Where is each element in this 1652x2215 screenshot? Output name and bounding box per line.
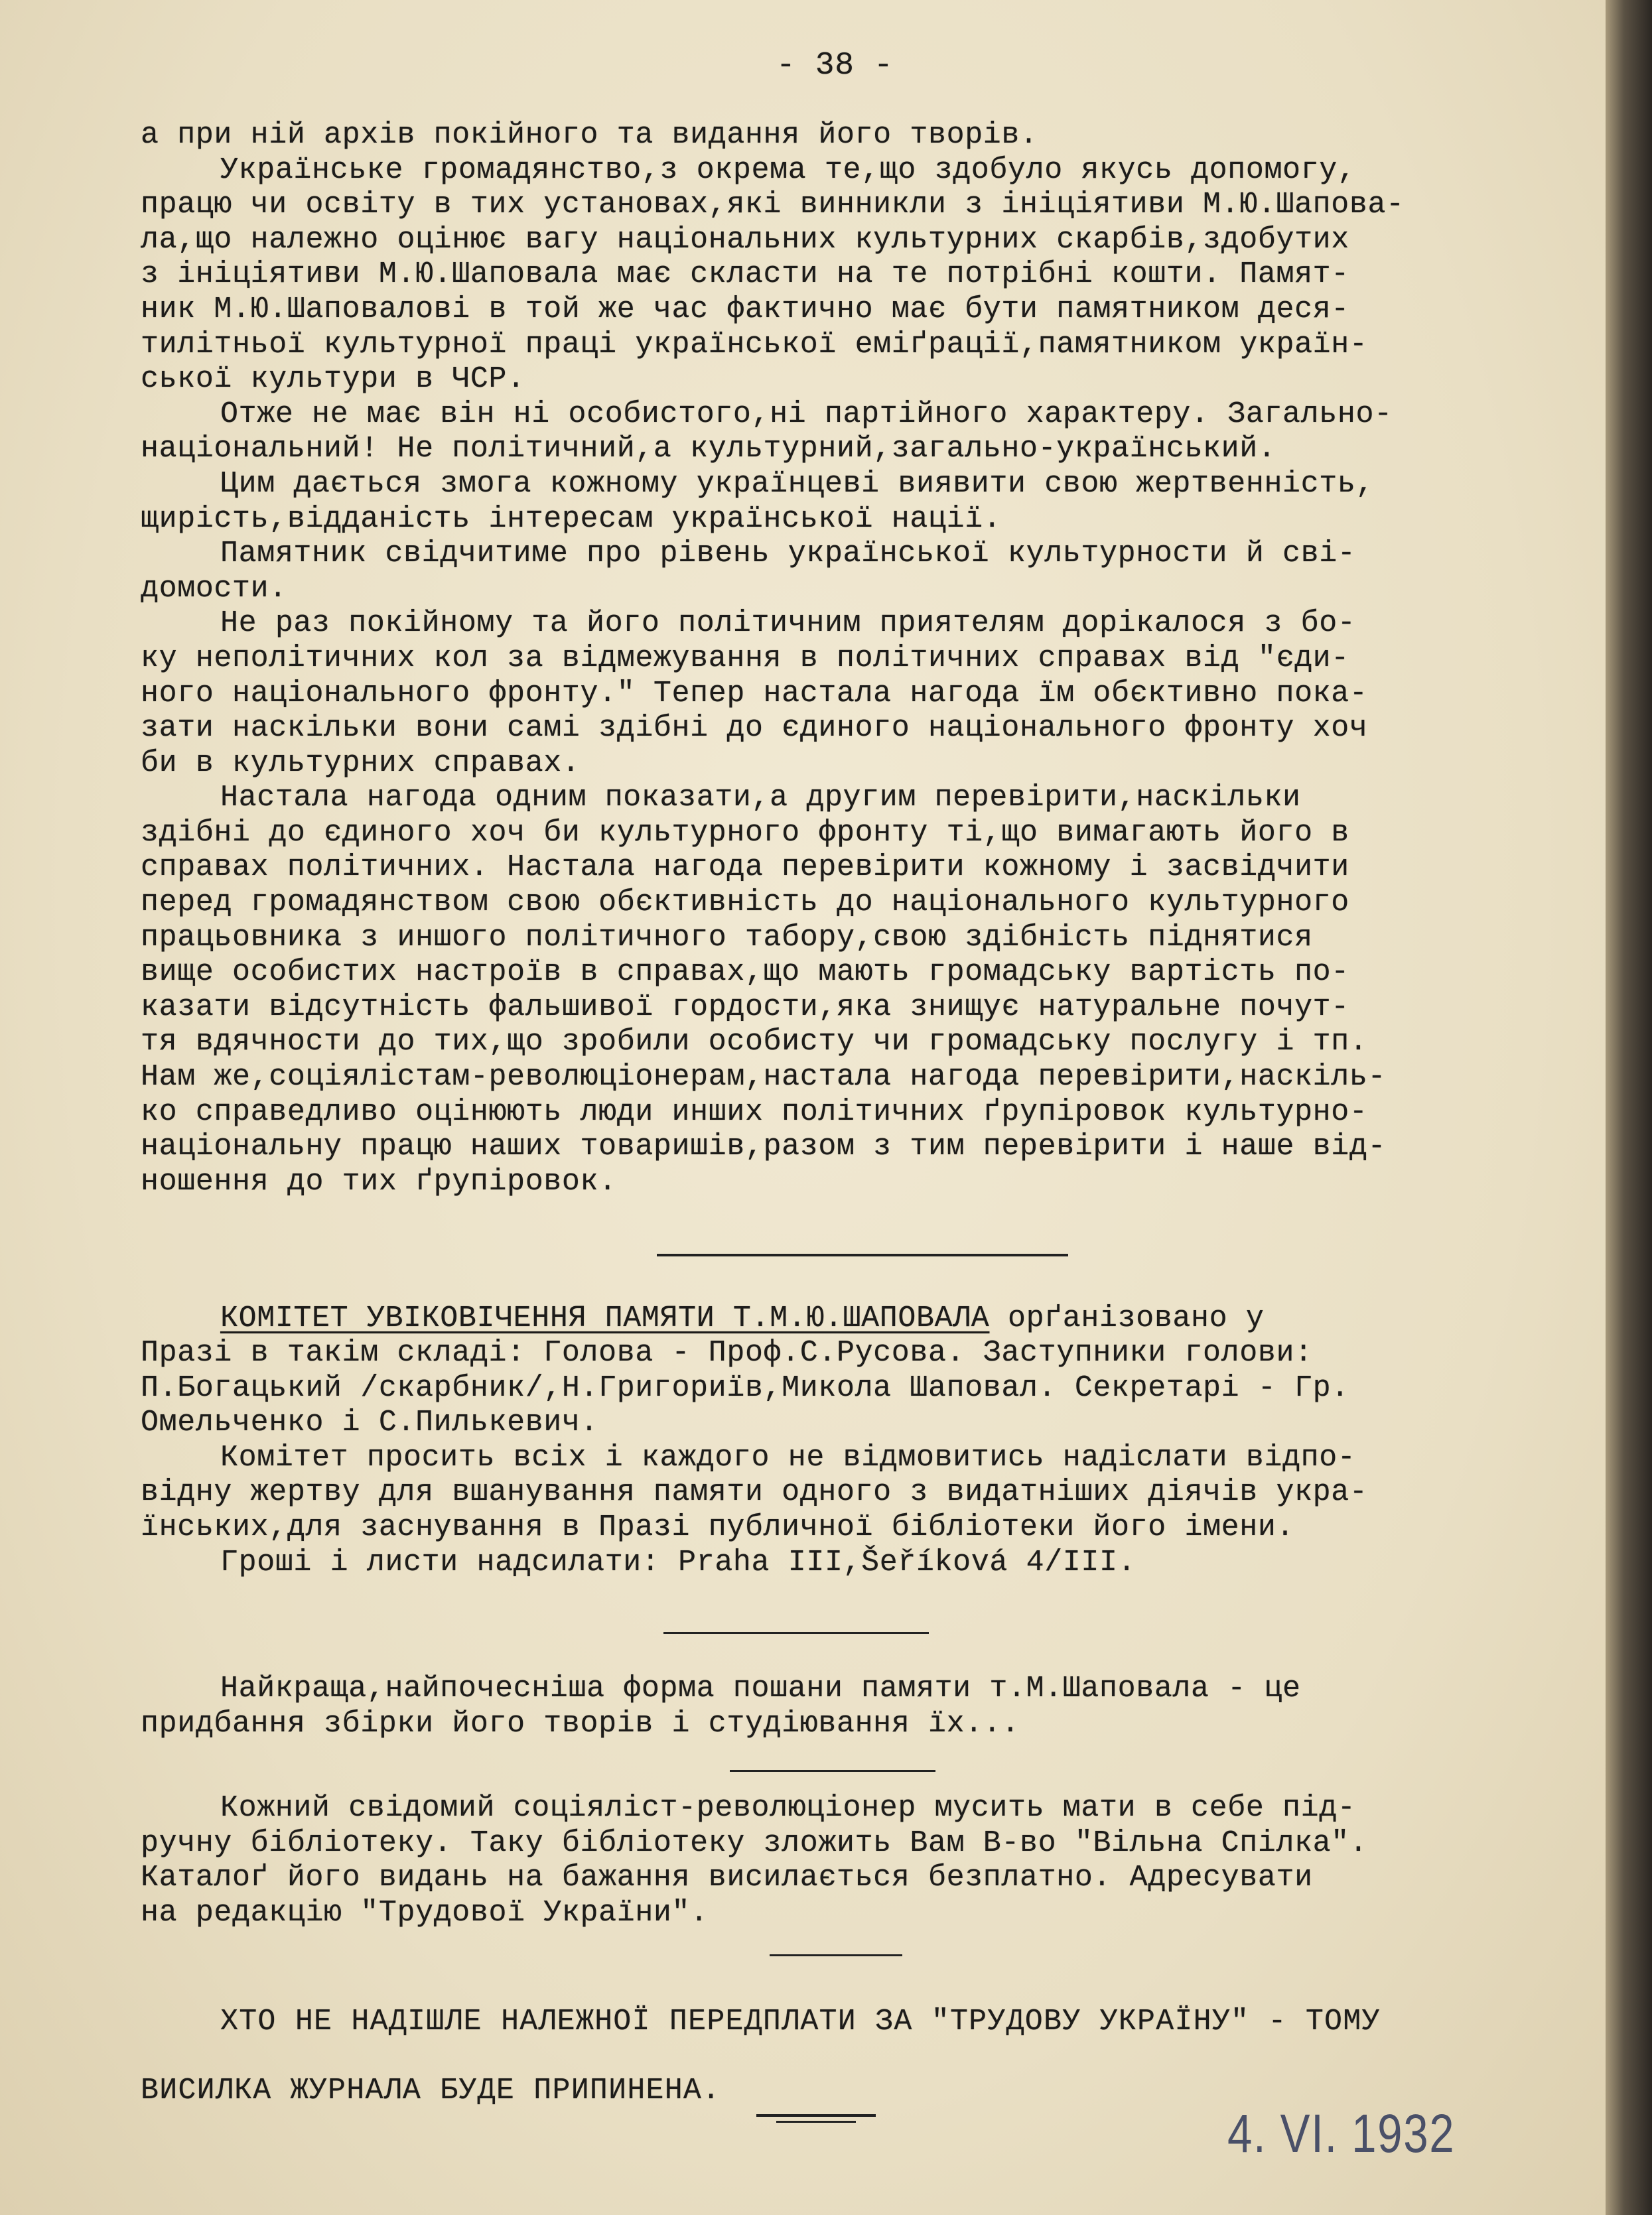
committee-title-rest: орґанізовано у [989, 1302, 1265, 1335]
text-line: домости. [141, 571, 287, 606]
committee-title: КОМІТЕТ УВІКОВІЧЕННЯ ПАМЯТИ Т.М.Ю.ШАПОВАЛА [220, 1302, 990, 1335]
text-line: Отже не має він ні особистого,ні партійного характеру. Загально- [220, 397, 1393, 431]
separator-rule [663, 1632, 929, 1634]
text-line: тя вдячности до тих,що зробили особисту чи громадську послугу і тп. [141, 1025, 1368, 1059]
notice-works [141, 1672, 1521, 1741]
text-line: ного національного фронту." Тепер настала нагода їм обєктивно пока- [141, 676, 1368, 710]
text-line: працю чи освіту в тих установах,які винникли з ініціятиви М.Ю.Шапова- [141, 188, 1405, 222]
text-line: Нам же,соціялістам-революціонерам,настала нагода перевірити,наскіль- [141, 1060, 1387, 1095]
text-line: їнських,для заснування в Празі публичної бібліотеки його імени. [141, 1510, 1295, 1544]
text-line: ської культури в ЧСР. [141, 362, 525, 397]
committee-heading [141, 1302, 1521, 1337]
separator-rule [770, 1954, 902, 1956]
text-line: здібні до єдиного хоч би культурного фронту ті,що вимагають його в [141, 815, 1349, 850]
text-line: Не раз покійному та його політичним приятелям дорікалося з бо- [220, 606, 1356, 641]
date-stamp: 4. VI. 1932 [1227, 2104, 1456, 2164]
text-line: Цим дається змога кожному українцеві виявити свою жертвенність, [220, 466, 1375, 501]
text-line: перед громадянством свою обєктивність до національного культурного [141, 886, 1349, 920]
text-line: щирість,відданість інтересам української нації. [141, 502, 1002, 536]
end-rule [776, 2121, 856, 2123]
text-line: ношення до тих ґрупіровок. [141, 1164, 617, 1199]
text-line: ник М.Ю.Шаповалові в той же час фактично має бути памятником деся- [141, 292, 1349, 326]
text-line: ко справедливо оцінюють люди инших політичних ґрупіровок культурно- [141, 1095, 1368, 1129]
text-line: ручну бібліотеку. Таку бібліотеку зложить Вам В-во "Вільна Спілка". [141, 1826, 1368, 1860]
text-line: зати наскільки вони самі здібні до єдиного національного фронту хоч [141, 711, 1368, 746]
text-line: вище особистих настроїв в справах,що мають громадську вартість по- [141, 955, 1349, 990]
text-line: ла,що належно оцінює вагу національних культурних скарбів,здобутих [141, 222, 1349, 257]
text-line: ку неполітичних кол за відмежування в політичних справах від "єди- [141, 641, 1349, 675]
text-line: би в культурних справах. [141, 746, 581, 780]
text-line: Каталоґ його видань на бажання висилається безплатно. Адресувати [141, 1861, 1313, 1895]
text-line: Гроші і листи надсилати: Praha III,Šeříková 4/III. [220, 1545, 1136, 1579]
separator-rule [730, 1770, 935, 1772]
text-line: а при ній архів покійного та видання його творів. [141, 118, 1038, 152]
page-edge [1606, 0, 1652, 2215]
subscription-line-1: ХТО НЕ НАДІШЛЕ НАЛЕЖНОЇ ПЕРЕДПЛАТИ ЗА "ТРУДОВУ УКРАЇНУ" - ТОМУ [220, 2005, 1381, 2039]
end-rule [756, 2114, 876, 2117]
text-line: справах політичних. Настала нагода перевірити кожному і засвідчити [141, 850, 1349, 885]
subscription-line-2: ВИСИЛКА ЖУРНАЛА БУДЕ ПРИПИНЕНА. [141, 2074, 721, 2108]
text-line: тилітньої культурної праці української еміґрації,памятником україн- [141, 327, 1368, 362]
separator-rule [657, 1254, 1068, 1256]
text-line: Українське громадянство,з окрема те,що здобуло якусь допомогу, [220, 153, 1356, 187]
text-line: Найкраща,найпочесніша форма пошани памяти т.М.Шаповала - це [220, 1672, 1301, 1706]
notice-library [141, 1791, 1521, 1930]
text-line: на редакцію "Трудової України". [141, 1895, 709, 1930]
text-line: національну працю наших товаришів,разом з тим перевірити і наше від- [141, 1130, 1387, 1164]
main-text [141, 118, 1521, 1199]
text-line: Празі в такім складі: Голова - Проф.С.Русова. Заступники голови: [141, 1336, 1313, 1370]
page-number: - 38 - [776, 48, 894, 84]
text-line: придбання збірки його творів і студіювання їх... [141, 1706, 1020, 1741]
text-line: з ініціятиви М.Ю.Шаповала має скласти на те потрібні кошти. Памят- [141, 257, 1349, 292]
text-line: працьовника з иншого політичного табору,свою здібність піднятися [141, 920, 1313, 955]
text-line: Омельченко і С.Пилькевич. [141, 1406, 599, 1440]
text-line: П.Богацький /скарбник/,Н.Григориїв,Микола Шаповал. Секретарі - Гр. [141, 1371, 1349, 1405]
text-line: відну жертву для вшанування памяти одного з видатніших діячів укра- [141, 1475, 1368, 1510]
text-line: казати відсутність фальшивої гордости,яка знищує натуральне почут- [141, 990, 1349, 1024]
committee-text [141, 1336, 1521, 1580]
text-line: Комітет просить всіх і каждого не відмовитись надіслати відпо- [220, 1440, 1356, 1475]
text-line: національний! Не політичний,а культурний,загально-український. [141, 432, 1276, 466]
text-line: Настала нагода одним показати,а другим перевірити,наскільки [220, 781, 1301, 815]
text-line: Кожний свідомий соціяліст-революціонер мусить мати в себе під- [220, 1791, 1356, 1825]
text-line: Памятник свідчитиме про рівень української культурности й сві- [220, 537, 1356, 571]
